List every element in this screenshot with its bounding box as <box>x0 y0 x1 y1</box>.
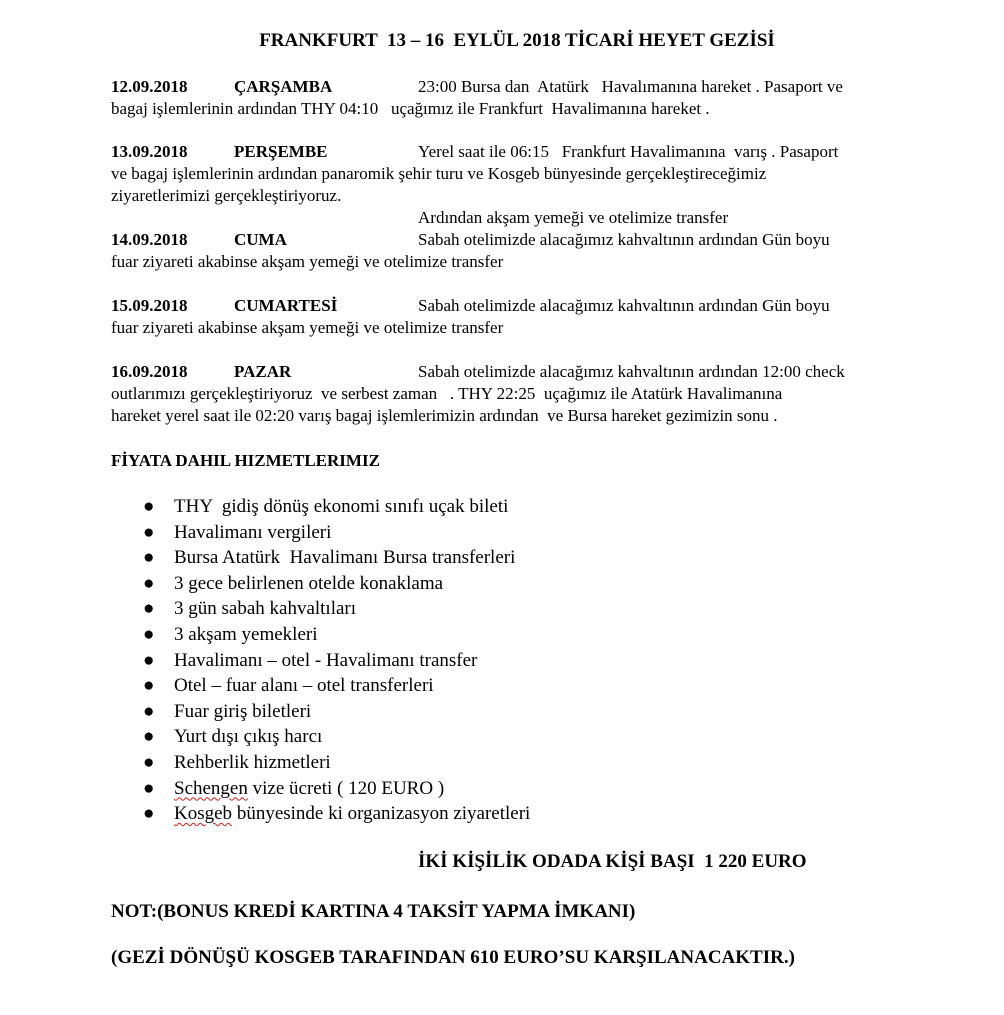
service-item <box>140 648 530 674</box>
day-weekday: ÇARŞAMBA <box>234 77 333 96</box>
day-text-line: fuar ziyareti akabinse akşam yemeği ve otelimize transfer <box>111 252 504 271</box>
service-item <box>140 699 530 725</box>
bullet-icon: ● <box>143 521 155 543</box>
itinerary-day-header <box>111 295 901 317</box>
bullet-icon: ● <box>143 649 155 671</box>
service-text: Havalimanı vergileri <box>174 521 332 543</box>
service-item <box>140 545 530 571</box>
day-weekday: PERŞEMBE <box>234 142 328 161</box>
service-item <box>140 673 530 699</box>
service-item <box>140 494 530 520</box>
day-date: 14.09.2018 <box>111 230 188 249</box>
service-text: Fuar giriş biletleri <box>174 700 312 722</box>
price-line: İKİ KİŞİLİK ODADA KİŞİ BAŞI 1 220 EURO <box>418 851 807 872</box>
day-indented-line: Ardından akşam yemeği ve otelimize transfer <box>418 208 729 227</box>
day-lead-text: 23:00 Bursa dan Atatürk Havalımanına hareket . Pasaport ve <box>418 77 843 96</box>
service-text: Yurt dışı çıkış harcı <box>174 726 323 748</box>
bullet-icon: ● <box>143 777 155 799</box>
itinerary-day-header <box>111 361 901 383</box>
day-lead-text: Yerel saat ile 06:15 Frankfurt Havalimanına varış . Pasaport <box>418 142 839 161</box>
day-date: 16.09.2018 <box>111 362 188 381</box>
bullet-icon: ● <box>143 496 155 517</box>
service-text: Bursa Atatürk Havalimanı Bursa transferleri <box>174 547 516 569</box>
service-text: vize ücreti ( 120 EURO ) <box>247 777 445 799</box>
service-item <box>140 571 530 597</box>
service-item <box>140 724 530 750</box>
itinerary-day <box>111 295 901 339</box>
itinerary-day <box>111 76 901 120</box>
bullet-icon: ● <box>143 598 155 620</box>
day-weekday: PAZAR <box>234 362 292 381</box>
installment-note: NOT:(BONUS KREDİ KARTINA 4 TAKSİT YAPMA İMKANI) <box>111 901 636 922</box>
spellcheck-flagged-word[interactable]: Kosgeb <box>174 803 233 825</box>
bullet-icon: ● <box>143 803 155 825</box>
day-weekday: CUMARTESİ <box>234 296 338 315</box>
bullet-icon: ● <box>143 675 155 697</box>
day-text-line: ziyaretlerimizi gerçekleştiriyoruz. <box>111 186 342 205</box>
service-item <box>140 801 530 827</box>
itinerary-day-header <box>111 141 901 163</box>
itinerary-day-header <box>111 229 901 251</box>
itinerary-day <box>111 141 901 229</box>
service-item <box>140 596 530 622</box>
bullet-icon: ● <box>143 751 155 773</box>
service-text: 3 akşam yemekleri <box>174 623 318 645</box>
itinerary-day-header <box>111 76 901 98</box>
day-lead-text: Sabah otelimizde alacağımız kahvaltının ardından 12:00 check <box>418 362 845 381</box>
day-text-line: fuar ziyareti akabinse akşam yemeği ve otelimize transfer <box>111 318 504 337</box>
spellcheck-flagged-word[interactable]: Schengen <box>174 777 248 799</box>
bullet-icon: ● <box>143 700 155 722</box>
service-text: 3 gece belirlenen otelde konaklama <box>174 572 444 594</box>
day-date: 15.09.2018 <box>111 296 188 315</box>
bullet-icon: ● <box>143 572 155 594</box>
itinerary-day <box>111 361 901 427</box>
service-text: THY gidiş dönüş ekonomi sınıfı uçak bileti <box>174 496 509 517</box>
service-item <box>140 776 530 802</box>
day-lead-text: Sabah otelimizde alacağımız kahvaltının ardından Gün boyu <box>418 230 830 249</box>
day-lead-text: Sabah otelimizde alacağımız kahvaltının ardından Gün boyu <box>418 296 830 315</box>
services-heading: FİYATA DAHIL HIZMETLERIMIZ <box>111 451 380 470</box>
service-text: 3 gün sabah kahvaltıları <box>174 598 357 620</box>
service-text: Otel – fuar alanı – otel transferleri <box>174 675 434 697</box>
day-date: 13.09.2018 <box>111 142 188 161</box>
day-text-line: bagaj işlemlerinin ardından THY 04:10 uçağımız ile Frankfurt Havalimanına hareket . <box>111 99 710 118</box>
itinerary-day <box>111 229 901 273</box>
bullet-icon: ● <box>143 623 155 645</box>
day-text-line: ve bagaj işlemlerinin ardından panaromik şehir turu ve Kosgeb bünyesinde gerçekleştireceğimiz <box>111 164 767 183</box>
service-item <box>140 750 530 776</box>
day-text-line: hareket yerel saat ile 02:20 varış bagaj işlemlerimizin ardından ve Bursa hareket gezimizin sonu . <box>111 406 778 425</box>
day-date: 12.09.2018 <box>111 77 188 96</box>
bullet-icon: ● <box>143 547 155 569</box>
day-text-line: outlarımızı gerçekleştiriyoruz ve serbest zaman . THY 22:25 uçağımız ile Atatürk Havalimanına <box>111 384 783 403</box>
day-weekday: CUMA <box>234 230 287 249</box>
service-item <box>140 622 530 648</box>
kosgeb-coverage-note: (GEZİ DÖNÜŞÜ KOSGEB TARAFINDAN 610 EURO’SU KARŞILANACAKTIR.) <box>111 947 795 968</box>
service-text: Havalimanı – otel - Havalimanı transfer <box>174 649 478 671</box>
service-item <box>140 520 530 546</box>
document-title: FRANKFURT 13 – 16 EYLÜL 2018 TİCARİ HEYET GEZİSİ <box>259 30 775 51</box>
bullet-icon: ● <box>143 726 155 748</box>
service-text: Rehberlik hizmetleri <box>174 751 331 773</box>
service-text: bünyesinde ki organizasyon ziyaretleri <box>232 803 531 825</box>
services-list <box>140 494 530 827</box>
